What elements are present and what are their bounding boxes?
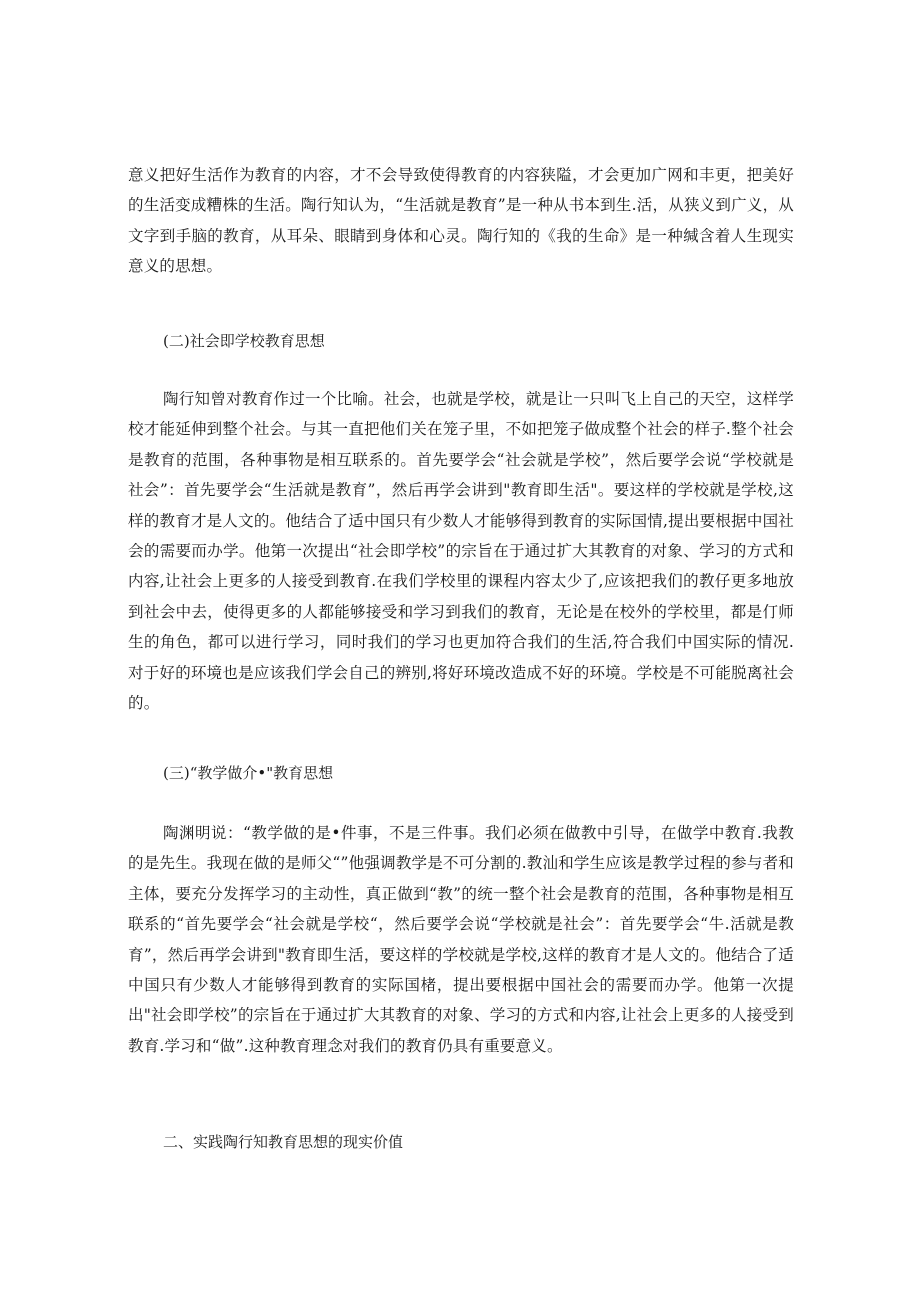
paragraph-society-school: 陶行知曾对教育作过一个比喻。社会，也就是学校，就是让一只叫飞上自己的天空，这样学校才能延伸到整个社会。与其一直把他们关在笼子里，不如把笼子做成整个社会的样子.整个社会是教育的范围，各种事物是相互联系的。首先要学会“社会就是学校”，然后要学会说“学校就是社会”：首先要学会“生活就是教育”，然后再学会讲到"教育即生活"。要这样的学校就是学校,这样的教育才是人文的。他结合了适中国只有少数人才能够得到教育的实际国情,提出要根据中国社会的需要而办学。他第一次提出“社会即学校”的宗旨在于通过扩大其教育的对象、学习的方式和内容,让社会上更多的人接受到教育.在我们学校里的课程内容太少了,应该把我们的教仔更多地放到社会中去，使得更多的人都能够接受和学习到我们的教育，无论是在校外的学校里，都是仃师生的角色，都可以进行学习，同时我们的学习也更加符合我们的生活,符合我们中国实际的情况.对于好的环境也是应该我们学会自己的辨别,将好环境改造成不好的环境。学校是不可能脱离社会的。 (128, 390, 794, 713)
section-heading-practical-value: 二、实践陶行知教育思想的现实价值 (163, 1133, 404, 1151)
section-heading-society-school: (二)社会即学校教育思想 (163, 332, 325, 350)
section-heading-teach-learn-do: (三)“教学做介•"教育思想 (163, 764, 334, 782)
paragraph-life-education: 意义把好生活作为教育的内容，才不会导致使得教育的内容狭隘，才会更加广网和丰更，把美好的生活变成糟株的生活。陶行知认为，“生活就是教育”是一种从书本到生.活，从狭义到广义，从文字到手脑的教育，从耳朵、眼睛到身体和心灵。陶行知的《我的生命》是一种缄含着人生现实意义的思想。 (128, 166, 794, 276)
paragraph-teach-learn-do: 陶渊明说：“教学做的是•件事，不是三件事。我们必须在做教中引导，在做学中教育.我教的是先生。我现在做的是师父“”他强调教学是不可分割的.教汕和学生应该是教学过程的参与者和主体，要充分发挥学习的主动性，真正做到“教”的统一整个社会是教育的范围，各种事物是相互联系的“首先要学会“社会就是学校“，然后要学会说“学校就是社会”：首先要学会“牛.活就是教育”，然后再学会讲到"教育即生活，要这样的学校就是学校,这样的教育才是人文的。他结合了适中国只有少数人才能够得到教育的实际国楮，提出要根据中国社会的需要而办学。他第一次提出"社会即学校”的宗旨在于通过扩大其教育的对象、学习的方式和内容,让社会上更多的人接受到教育.学习和“做”.这种教育理念对我们的教育仍具有重要意义。 (128, 824, 794, 1055)
